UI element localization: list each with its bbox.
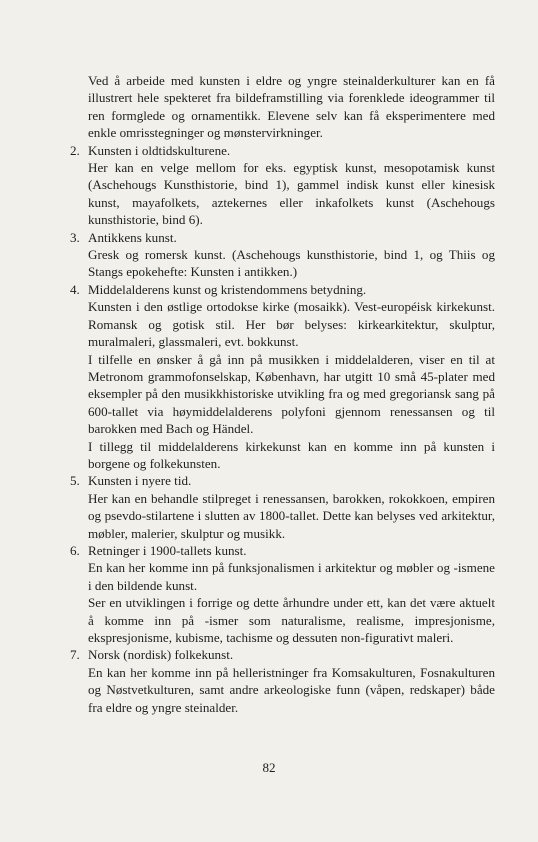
item-heading: Kunsten i nyere tid. bbox=[88, 473, 192, 489]
item-paragraph: I tilfelle en ønsker å gå inn på musikken i middelalderen, viser en til at Metronom grammofonselskap, København, har utgitt 10 små 45-plater med eksempler på den musikkhistoriske utvikling fra og med gregoriansk sang på 600-tallet via høymiddelalderens polyfoni gjennom renessansen og til barokken med Bach og Händel. bbox=[88, 351, 495, 437]
item-number: 7. bbox=[70, 647, 80, 663]
body-text bbox=[70, 72, 495, 716]
item-heading: Kunsten i oldtidskulturene. bbox=[88, 142, 231, 158]
list-item bbox=[70, 229, 495, 281]
item-paragraph: Ser en utviklingen i forrige og dette århundre under ett, kan det være aktuelt å komme inn på -ismer som naturalisme, realisme, impresjonisme, ekspresjonisme, kubisme, tachisme og dessuten non-figurativt maleri. bbox=[88, 595, 495, 645]
item-paragraph: Her kan en velge mellom for eks. egyptisk kunst, mesopotamisk kunst (Aschehougs Kunsthistorie, bind 1), gammel indisk kunst eller kinesisk kunst, mayafolkets, aztekernes eller inkafolkets kunst (Aschehougs kunsthistorie, bind 6). bbox=[88, 160, 495, 228]
list-item bbox=[70, 646, 495, 716]
intro-paragraph: Ved å arbeide med kunsten i eldre og yngre steinalderkulturer kan en få illustrert hele spekteret fra bildeframstilling via forenklede ideogrammer til ren formglede og ornamentikk. Elevene selv kan få eksperimentere med enkle omrisstegninger og mønstervirkninger. bbox=[88, 73, 495, 141]
item-paragraph: Her kan en behandle stilpreget i renessansen, barokken, rokokkoen, empiren og psevdo-stilartene i slutten av 1800-tallet. Dette kan belyses ved arkitektur, møbler, malerier, skulptur og musikk. bbox=[88, 490, 495, 541]
list-item bbox=[70, 281, 495, 472]
item-heading: Retninger i 1900-tallets kunst. bbox=[88, 542, 247, 558]
numbered-list bbox=[70, 142, 495, 716]
item-number: 4. bbox=[70, 281, 80, 297]
item-paragraph: Gresk og romersk kunst. (Aschehougs kunsthistorie, bind 1, og Thiis og Stangs epokehefte: Kunsten i antikken.) bbox=[88, 247, 495, 280]
item-number: 2. bbox=[70, 142, 80, 158]
item-heading: Norsk (nordisk) folkekunst. bbox=[88, 647, 234, 663]
item-paragraph: En kan her komme inn på funksjonalismen i arkitektur og møbler og -ismene i den bildende kunst. bbox=[88, 560, 495, 593]
page-number: 82 bbox=[262, 760, 276, 775]
item-heading: Middelalderens kunst og kristendommens betydning. bbox=[88, 281, 367, 297]
list-item bbox=[70, 142, 495, 229]
item-number: 3. bbox=[70, 229, 80, 245]
list-item bbox=[70, 542, 495, 646]
item-number: 5. bbox=[70, 473, 80, 489]
item-paragraph: En kan her komme inn på helleristninger fra Komsakulturen, Fosnakulturen og Nøstvetkulturen, samt andre arkeologiske funn (våpen, redskaper) både fra eldre og yngre steinalder. bbox=[88, 664, 495, 715]
item-heading: Antikkens kunst. bbox=[88, 229, 177, 245]
item-number: 6. bbox=[70, 542, 80, 558]
list-item bbox=[70, 472, 495, 542]
item-paragraph: I tillegg til middelalderens kirkekunst kan en komme inn på kunsten i borgene og folkekunsten. bbox=[88, 438, 495, 471]
item-paragraph: Kunsten i den østlige ortodokse kirke (mosaikk). Vest-européisk kirkekunst. Romansk og gotisk stil. Her bør belyses: kirkearkitektur, skulptur, muralmaleri, glassmaleri, evt. bokkunst. bbox=[88, 299, 495, 350]
